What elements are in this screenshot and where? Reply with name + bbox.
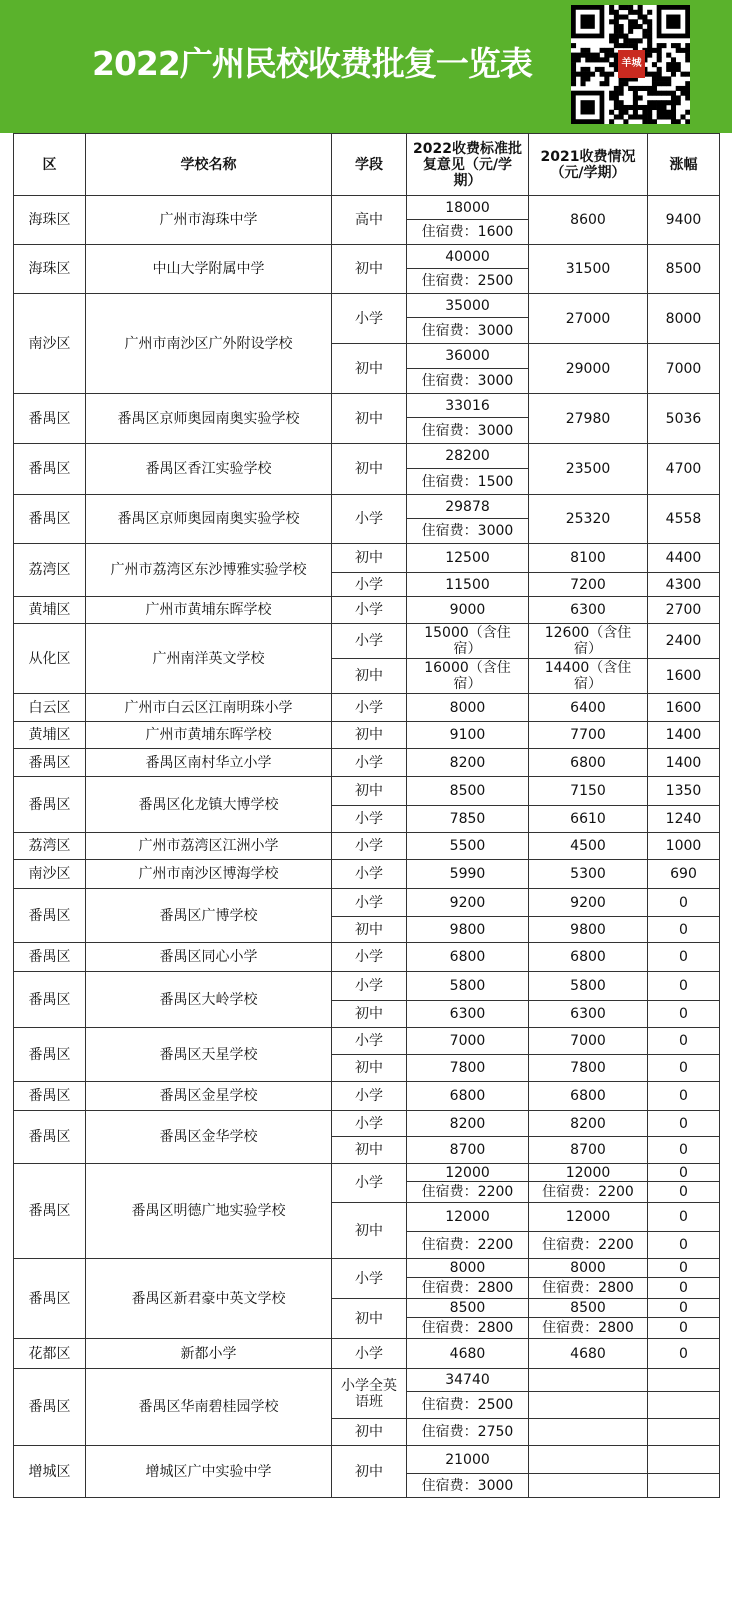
fee-2022-cell: 8200 [407, 1111, 529, 1137]
qr-badge: 羊城 [618, 50, 645, 78]
grade-cell: 初中 [332, 777, 407, 806]
increase-cell: 0 [648, 1001, 720, 1028]
fee-2021-cell [529, 1369, 648, 1392]
fee-2021-cell [529, 1446, 648, 1474]
school-name-cell: 番禺区金星学校 [86, 1082, 332, 1111]
fee-2022-cell: 6300 [407, 1001, 529, 1028]
school-name-cell: 番禺区京师奥园南奥实验学校 [86, 394, 332, 444]
table-row [14, 624, 720, 659]
school-name-cell: 广州市黄埔东晖学校 [86, 722, 332, 749]
fee-2021-cell: 住宿费：2200 [529, 1182, 648, 1203]
table-row [14, 694, 720, 722]
increase-cell: 1400 [648, 722, 720, 749]
fee-2022-cell: 住宿费：3000 [407, 369, 529, 394]
table-header [14, 134, 720, 196]
fee-2022-cell: 8000 [407, 1259, 529, 1278]
school-name-cell: 番禺区新君豪中英文学校 [86, 1259, 332, 1339]
district-cell: 荔湾区 [14, 833, 86, 860]
increase-cell: 2700 [648, 597, 720, 624]
district-cell: 番禺区 [14, 943, 86, 972]
grade-cell: 初中 [332, 1001, 407, 1028]
fee-2021-cell: 9800 [529, 917, 648, 943]
fee-2021-cell: 12000 [529, 1164, 648, 1182]
increase-cell: 1350 [648, 777, 720, 806]
grade-cell: 初中 [332, 1446, 407, 1498]
table-row [14, 943, 720, 972]
district-cell: 番禺区 [14, 1164, 86, 1259]
district-cell: 番禺区 [14, 495, 86, 544]
fee-2021-cell: 6800 [529, 943, 648, 972]
fee-2022-cell: 12500 [407, 544, 529, 573]
district-cell: 白云区 [14, 694, 86, 722]
fee-2022-cell: 住宿费：2800 [407, 1318, 529, 1339]
school-name-cell: 番禺区南村华立小学 [86, 749, 332, 777]
grade-cell: 小学 [332, 597, 407, 624]
district-cell: 花都区 [14, 1339, 86, 1369]
grade-cell: 小学全英语班 [332, 1369, 407, 1419]
district-cell: 番禺区 [14, 749, 86, 777]
fee-2022-cell: 33016 [407, 394, 529, 418]
district-cell: 番禺区 [14, 1259, 86, 1339]
table-row [14, 394, 720, 418]
grade-cell: 小学 [332, 1111, 407, 1137]
grade-cell: 小学 [332, 806, 407, 833]
fee-2022-cell: 住宿费：2200 [407, 1182, 529, 1203]
fee-2022-cell: 住宿费：2800 [407, 1278, 529, 1299]
fee-2021-cell: 25320 [529, 495, 648, 544]
increase-cell: 0 [648, 917, 720, 943]
school-name-cell: 广州南洋英文学校 [86, 624, 332, 694]
increase-cell: 0 [648, 1339, 720, 1369]
table-row [14, 722, 720, 749]
fee-2022-cell: 住宿费：3000 [407, 318, 529, 344]
fee-2021-cell: 7000 [529, 1028, 648, 1055]
table-row [14, 444, 720, 469]
grade-cell: 初中 [332, 444, 407, 495]
fee-2022-cell: 住宿费：3000 [407, 1474, 529, 1498]
fee-2022-cell: 住宿费：2500 [407, 1392, 529, 1419]
grade-cell: 小学 [332, 694, 407, 722]
increase-cell: 8500 [648, 245, 720, 294]
fee-2021-cell: 7150 [529, 777, 648, 806]
increase-cell: 1600 [648, 694, 720, 722]
fee-2021-cell: 8200 [529, 1111, 648, 1137]
district-cell: 番禺区 [14, 1082, 86, 1111]
fee-2022-cell: 8000 [407, 694, 529, 722]
table-body [14, 196, 720, 1498]
table-row [14, 294, 720, 318]
increase-cell: 1600 [648, 659, 720, 694]
column-header: 2021收费情况（元/学期） [529, 134, 648, 196]
fee-2022-cell: 40000 [407, 245, 529, 269]
increase-cell [648, 1474, 720, 1498]
grade-cell: 小学 [332, 573, 407, 597]
column-header: 学校名称 [86, 134, 332, 196]
fee-2022-cell: 21000 [407, 1446, 529, 1474]
school-name-cell: 广州市荔湾区东沙博雅实验学校 [86, 544, 332, 597]
grade-cell: 初中 [332, 659, 407, 694]
grade-cell: 小学 [332, 1028, 407, 1055]
fee-2021-cell: 7200 [529, 573, 648, 597]
fee-2022-cell: 6800 [407, 943, 529, 972]
grade-cell: 小学 [332, 624, 407, 659]
increase-cell: 0 [648, 1278, 720, 1299]
increase-cell: 0 [648, 943, 720, 972]
fee-2021-cell: 12600（含住宿） [529, 624, 648, 659]
table-row [14, 749, 720, 777]
fee-2022-cell: 12000 [407, 1203, 529, 1232]
fee-2021-cell: 12000 [529, 1203, 648, 1232]
fee-2021-cell: 9200 [529, 889, 648, 917]
page-title: 2022广州民校收费批复一览表 [92, 44, 532, 83]
fee-2021-cell: 8600 [529, 196, 648, 245]
increase-cell: 1000 [648, 833, 720, 860]
grade-cell: 初中 [332, 344, 407, 394]
fee-2021-cell: 8100 [529, 544, 648, 573]
qr-code-icon [571, 5, 690, 124]
school-name-cell: 番禺区天星学校 [86, 1028, 332, 1082]
district-cell: 南沙区 [14, 294, 86, 394]
fee-2022-cell: 9200 [407, 889, 529, 917]
district-cell: 海珠区 [14, 196, 86, 245]
increase-cell: 8000 [648, 294, 720, 344]
fee-2021-cell: 住宿费：2800 [529, 1278, 648, 1299]
increase-cell: 4558 [648, 495, 720, 544]
fee-2022-cell: 15000（含住宿） [407, 624, 529, 659]
grade-cell: 初中 [332, 544, 407, 573]
fee-2021-cell: 6800 [529, 749, 648, 777]
table-row [14, 777, 720, 806]
grade-cell: 小学 [332, 833, 407, 860]
grade-cell: 小学 [332, 943, 407, 972]
fee-2021-cell: 31500 [529, 245, 648, 294]
fee-2022-cell: 28200 [407, 444, 529, 469]
fee-2022-cell: 住宿费：2750 [407, 1419, 529, 1446]
grade-cell: 初中 [332, 1299, 407, 1339]
increase-cell: 7000 [648, 344, 720, 394]
table-row [14, 1028, 720, 1055]
fee-2021-cell: 7800 [529, 1055, 648, 1082]
grade-cell: 小学 [332, 1082, 407, 1111]
district-cell: 番禺区 [14, 1369, 86, 1446]
grade-cell: 小学 [332, 1339, 407, 1369]
increase-cell: 0 [648, 1164, 720, 1182]
fee-2022-cell: 36000 [407, 344, 529, 369]
table-row [14, 245, 720, 269]
increase-cell [648, 1419, 720, 1446]
fee-2022-cell: 8200 [407, 749, 529, 777]
school-name-cell: 番禺区明德广地实验学校 [86, 1164, 332, 1259]
table-row [14, 860, 720, 889]
district-cell: 番禺区 [14, 444, 86, 495]
increase-cell: 0 [648, 1082, 720, 1111]
school-name-cell: 番禺区同心小学 [86, 943, 332, 972]
district-cell: 海珠区 [14, 245, 86, 294]
table-row [14, 889, 720, 917]
school-name-cell: 新都小学 [86, 1339, 332, 1369]
fee-2022-cell: 9000 [407, 597, 529, 624]
increase-cell: 1400 [648, 749, 720, 777]
fee-2022-cell: 5500 [407, 833, 529, 860]
grade-cell: 初中 [332, 394, 407, 444]
fee-2022-cell: 35000 [407, 294, 529, 318]
district-cell: 番禺区 [14, 972, 86, 1028]
fee-2022-cell: 9100 [407, 722, 529, 749]
fee-2021-cell: 14400（含住宿） [529, 659, 648, 694]
school-name-cell: 番禺区化龙镇大博学校 [86, 777, 332, 833]
grade-cell: 初中 [332, 722, 407, 749]
column-header: 区 [14, 134, 86, 196]
increase-cell: 0 [648, 1028, 720, 1055]
increase-cell: 0 [648, 1137, 720, 1164]
fee-2022-cell: 5800 [407, 972, 529, 1001]
header-row [14, 134, 720, 196]
table-row [14, 544, 720, 573]
fee-2021-cell: 住宿费：2200 [529, 1232, 648, 1259]
fee-2022-cell: 9800 [407, 917, 529, 943]
fee-2022-cell: 住宿费：2500 [407, 269, 529, 294]
school-name-cell: 番禺区华南碧桂园学校 [86, 1369, 332, 1446]
increase-cell: 0 [648, 1299, 720, 1318]
fee-2021-cell: 6800 [529, 1082, 648, 1111]
district-cell: 番禺区 [14, 777, 86, 833]
increase-cell: 0 [648, 1182, 720, 1203]
increase-cell: 4700 [648, 444, 720, 495]
fee-2022-cell: 5990 [407, 860, 529, 889]
table-row [14, 196, 720, 220]
fee-2021-cell [529, 1474, 648, 1498]
fee-table [13, 133, 720, 1498]
district-cell: 黄埔区 [14, 597, 86, 624]
title-banner [0, 0, 732, 133]
table-row [14, 1111, 720, 1137]
grade-cell: 初中 [332, 245, 407, 294]
school-name-cell: 广州市海珠中学 [86, 196, 332, 245]
increase-cell: 0 [648, 972, 720, 1001]
school-name-cell: 番禺区京师奥园南奥实验学校 [86, 495, 332, 544]
district-cell: 番禺区 [14, 1111, 86, 1164]
fee-2021-cell: 29000 [529, 344, 648, 394]
grade-cell: 初中 [332, 1055, 407, 1082]
grade-cell: 初中 [332, 917, 407, 943]
school-name-cell: 广州市南沙区博海学校 [86, 860, 332, 889]
fee-2021-cell: 4500 [529, 833, 648, 860]
school-name-cell: 广州市白云区江南明珠小学 [86, 694, 332, 722]
fee-2022-cell: 34740 [407, 1369, 529, 1392]
fee-2021-cell: 27980 [529, 394, 648, 444]
grade-cell: 初中 [332, 1419, 407, 1446]
district-cell: 增城区 [14, 1446, 86, 1498]
fee-2022-cell: 7850 [407, 806, 529, 833]
increase-cell: 4300 [648, 573, 720, 597]
fee-2022-cell: 住宿费：3000 [407, 418, 529, 444]
table-row [14, 1446, 720, 1474]
grade-cell: 小学 [332, 1259, 407, 1299]
fee-2021-cell: 27000 [529, 294, 648, 344]
table-row [14, 597, 720, 624]
column-header: 学段 [332, 134, 407, 196]
school-name-cell: 广州市黄埔东晖学校 [86, 597, 332, 624]
increase-cell: 0 [648, 1318, 720, 1339]
school-name-cell: 中山大学附属中学 [86, 245, 332, 294]
fee-2022-cell: 7000 [407, 1028, 529, 1055]
fee-2022-cell: 住宿费：1500 [407, 469, 529, 495]
district-cell: 番禺区 [14, 394, 86, 444]
table-row [14, 833, 720, 860]
district-cell: 番禺区 [14, 889, 86, 943]
grade-cell: 小学 [332, 889, 407, 917]
fee-2022-cell: 8500 [407, 1299, 529, 1318]
table-row [14, 1339, 720, 1369]
district-cell: 番禺区 [14, 1028, 86, 1082]
grade-cell: 小学 [332, 294, 407, 344]
grade-cell: 小学 [332, 495, 407, 544]
increase-cell: 2400 [648, 624, 720, 659]
district-cell: 黄埔区 [14, 722, 86, 749]
fee-2021-cell: 6300 [529, 1001, 648, 1028]
school-name-cell: 番禺区金华学校 [86, 1111, 332, 1164]
fee-2022-cell: 4680 [407, 1339, 529, 1369]
district-cell: 荔湾区 [14, 544, 86, 597]
fee-2021-cell [529, 1392, 648, 1419]
increase-cell [648, 1392, 720, 1419]
table-row [14, 1369, 720, 1392]
school-name-cell: 番禺区香江实验学校 [86, 444, 332, 495]
fee-2022-cell: 住宿费：3000 [407, 519, 529, 544]
fee-2021-cell: 23500 [529, 444, 648, 495]
fee-2021-cell: 8000 [529, 1259, 648, 1278]
fee-2022-cell: 16000（含住宿） [407, 659, 529, 694]
district-cell: 从化区 [14, 624, 86, 694]
fee-2022-cell: 8700 [407, 1137, 529, 1164]
increase-cell [648, 1446, 720, 1474]
fee-2022-cell: 29878 [407, 495, 529, 519]
fee-2022-cell: 18000 [407, 196, 529, 220]
fee-2022-cell: 6800 [407, 1082, 529, 1111]
table-row [14, 1259, 720, 1278]
increase-cell: 0 [648, 1232, 720, 1259]
fee-2022-cell: 11500 [407, 573, 529, 597]
grade-cell: 高中 [332, 196, 407, 245]
fee-2021-cell: 5800 [529, 972, 648, 1001]
column-header: 涨幅 [648, 134, 720, 196]
fee-2021-cell: 8500 [529, 1299, 648, 1318]
district-cell: 南沙区 [14, 860, 86, 889]
school-name-cell: 番禺区大岭学校 [86, 972, 332, 1028]
school-name-cell: 广州市荔湾区江洲小学 [86, 833, 332, 860]
increase-cell: 0 [648, 1055, 720, 1082]
fee-2021-cell: 8700 [529, 1137, 648, 1164]
school-name-cell: 番禺区广博学校 [86, 889, 332, 943]
grade-cell: 小学 [332, 749, 407, 777]
fee-2022-cell: 8500 [407, 777, 529, 806]
increase-cell: 0 [648, 1259, 720, 1278]
table-row [14, 972, 720, 1001]
increase-cell: 690 [648, 860, 720, 889]
table-row [14, 1164, 720, 1182]
increase-cell: 1240 [648, 806, 720, 833]
increase-cell: 9400 [648, 196, 720, 245]
fee-2021-cell: 7700 [529, 722, 648, 749]
fee-2021-cell: 6610 [529, 806, 648, 833]
grade-cell: 初中 [332, 1137, 407, 1164]
fee-2022-cell: 住宿费：1600 [407, 220, 529, 245]
fee-2021-cell: 4680 [529, 1339, 648, 1369]
increase-cell: 5036 [648, 394, 720, 444]
increase-cell [648, 1369, 720, 1392]
grade-cell: 小学 [332, 860, 407, 889]
school-name-cell: 广州市南沙区广外附设学校 [86, 294, 332, 394]
table-row [14, 495, 720, 519]
increase-cell: 0 [648, 1203, 720, 1232]
increase-cell: 0 [648, 889, 720, 917]
grade-cell: 小学 [332, 1164, 407, 1203]
school-name-cell: 增城区广中实验中学 [86, 1446, 332, 1498]
fee-2021-cell: 住宿费：2800 [529, 1318, 648, 1339]
grade-cell: 初中 [332, 1203, 407, 1259]
fee-2021-cell [529, 1419, 648, 1446]
increase-cell: 0 [648, 1111, 720, 1137]
table-row [14, 1082, 720, 1111]
fee-2022-cell: 住宿费：2200 [407, 1232, 529, 1259]
grade-cell: 小学 [332, 972, 407, 1001]
increase-cell: 4400 [648, 544, 720, 573]
fee-2022-cell: 7800 [407, 1055, 529, 1082]
fee-2021-cell: 6400 [529, 694, 648, 722]
fee-2021-cell: 5300 [529, 860, 648, 889]
fee-2022-cell: 12000 [407, 1164, 529, 1182]
fee-2021-cell: 6300 [529, 597, 648, 624]
column-header: 2022收费标准批复意见（元/学期） [407, 134, 529, 196]
